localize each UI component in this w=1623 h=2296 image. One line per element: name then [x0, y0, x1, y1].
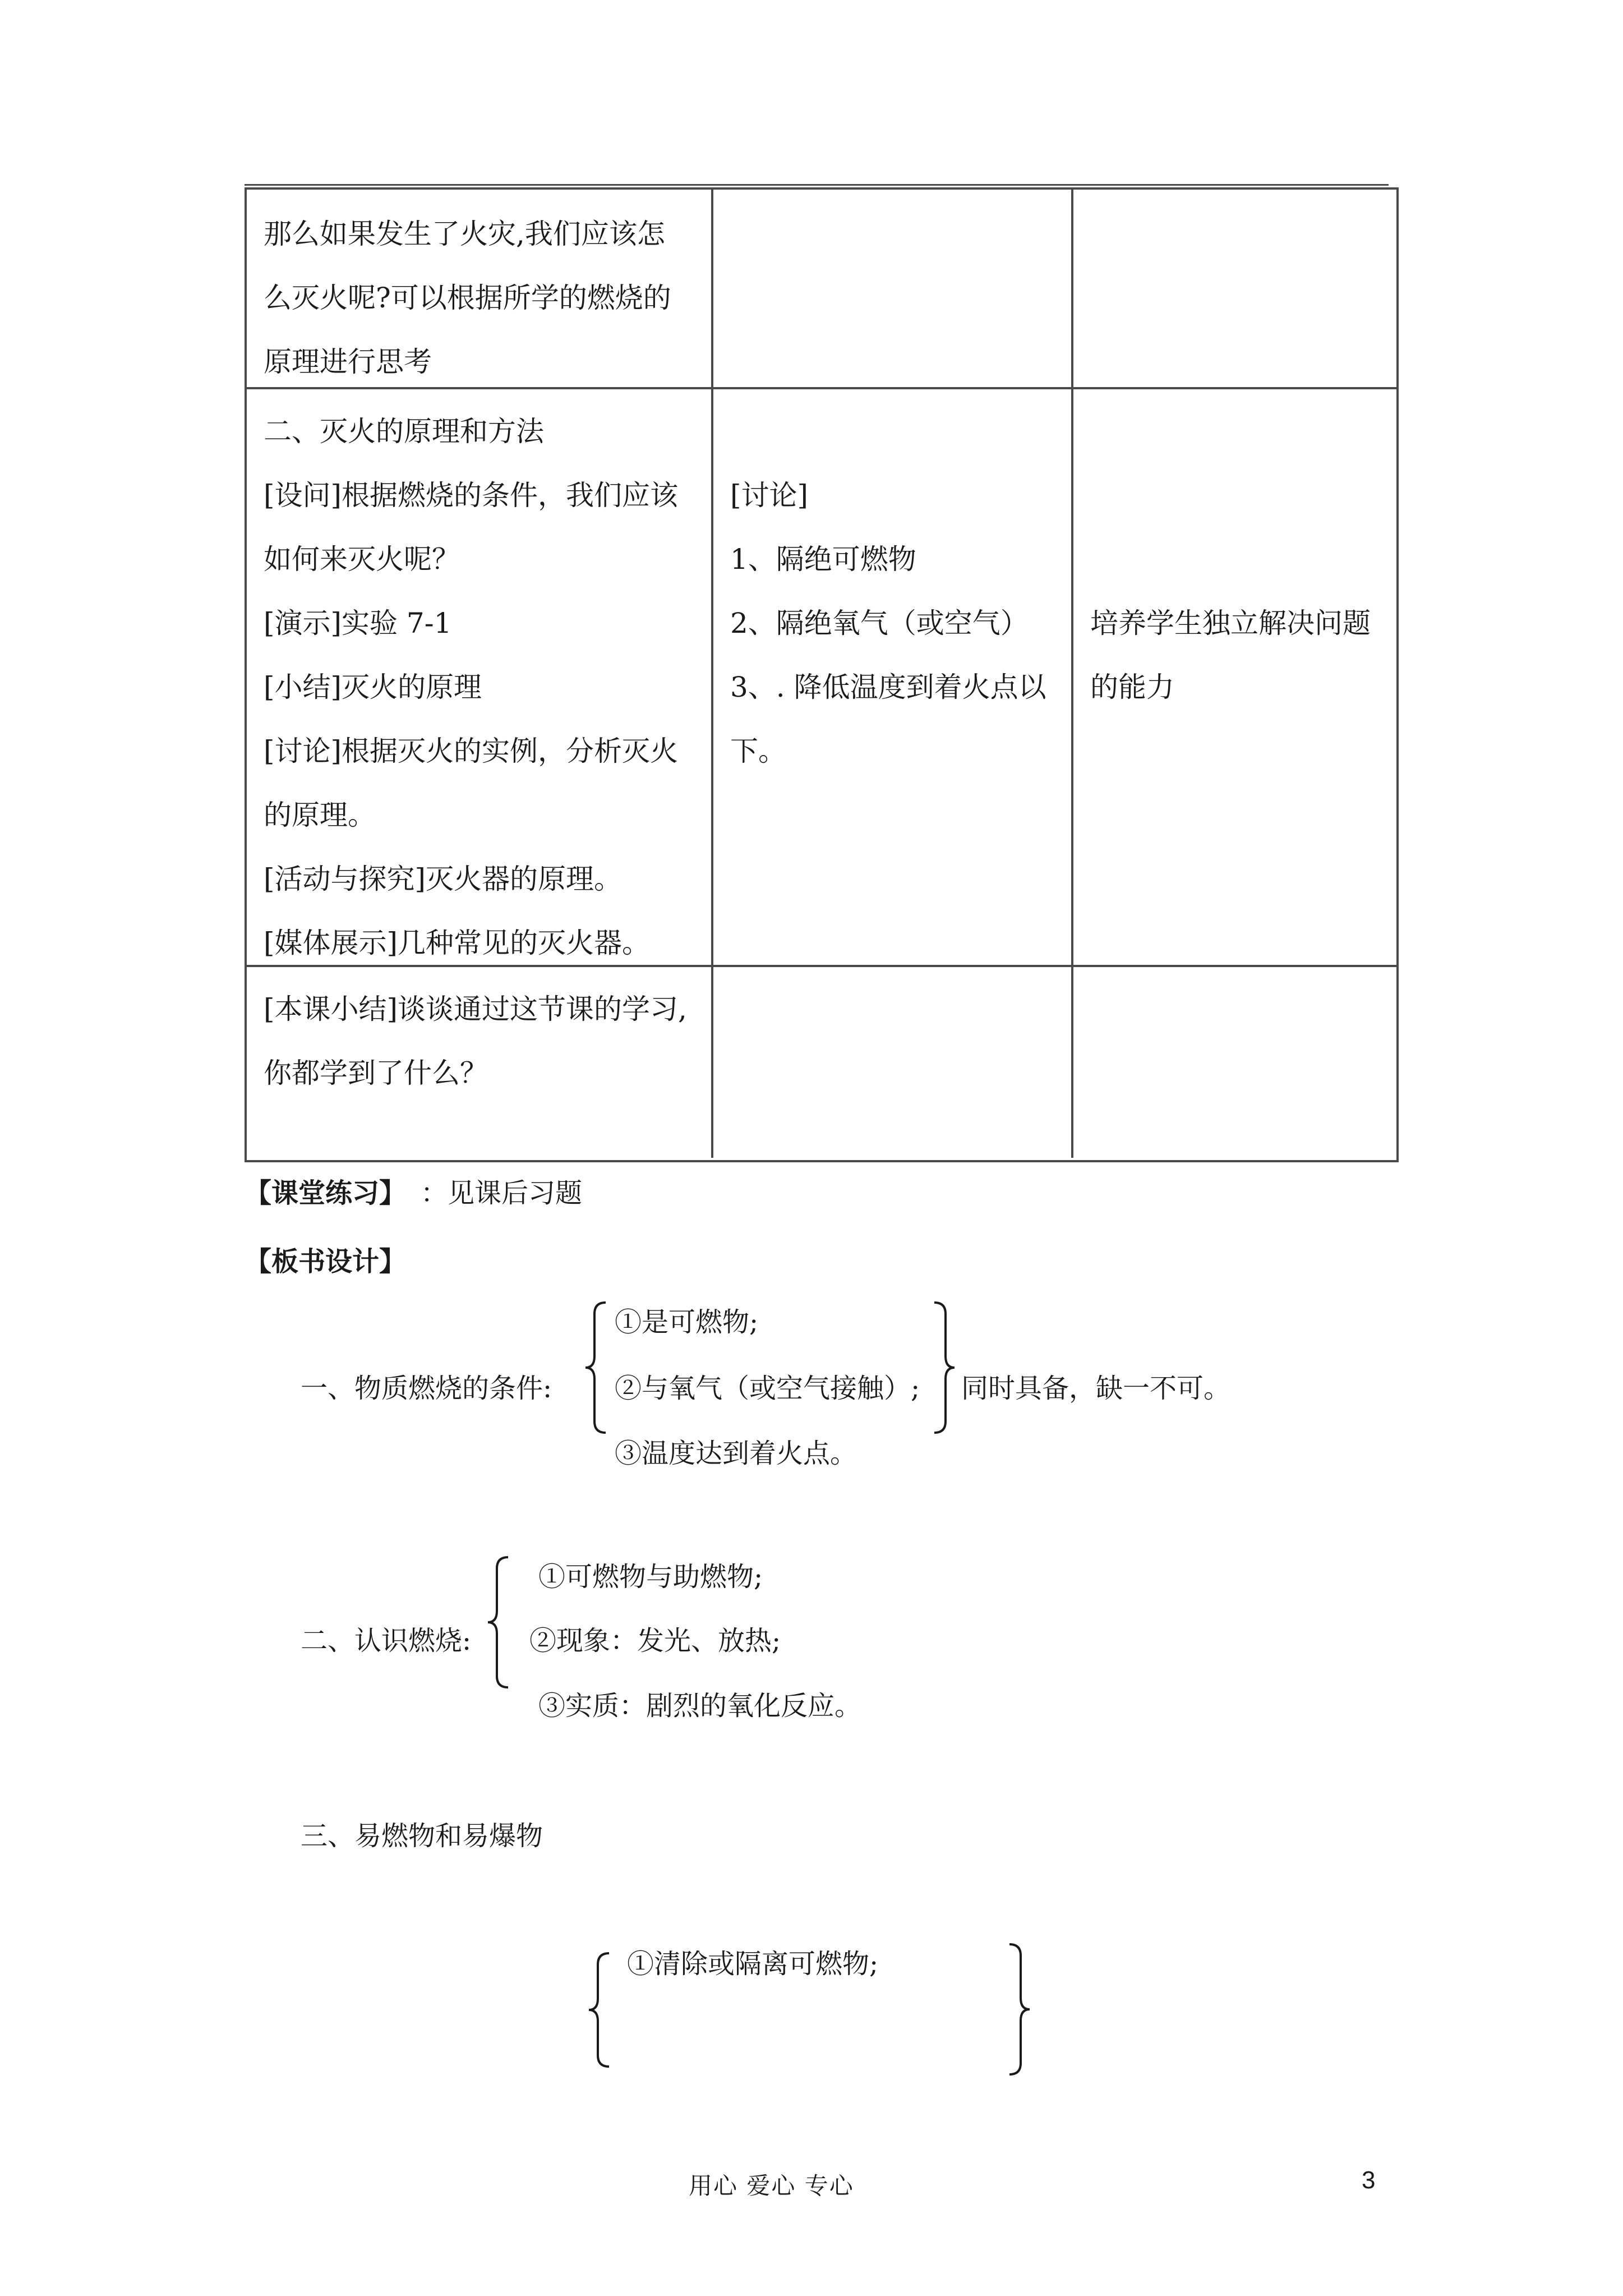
table-row — [247, 190, 1396, 389]
lesson-plan-table — [245, 187, 1399, 1162]
cell-line: 你都学到了什么？ — [264, 1057, 488, 1089]
cell-line: [活动与探究]灭火器的原理。 — [264, 863, 623, 895]
left-brace-icon — [583, 1300, 611, 1435]
section1-item: ②与氧气（或空气接触）; — [615, 1373, 920, 1404]
cell-line: [小结]灭火的原理 — [264, 671, 482, 703]
right-brace-icon — [929, 1300, 957, 1435]
page-number: 3 — [1362, 2166, 1376, 2194]
practice-heading: 【课堂练习】 — [245, 1177, 393, 1209]
cell-line: [讨论] — [730, 479, 809, 512]
teacher-activity-cell — [247, 965, 713, 1158]
section1-item: ①是可燃物; — [615, 1306, 759, 1338]
teacher-activity-cell — [247, 387, 713, 965]
teacher-activity-cell — [247, 190, 713, 387]
section2-item: ③实质：剧烈的氧化反应。 — [538, 1690, 862, 1722]
right-brace-icon — [1004, 1942, 1032, 2077]
design-intent-cell — [1073, 387, 1396, 965]
cell-text — [730, 463, 1063, 783]
practice-heading-line — [245, 1171, 582, 1210]
section1-label: 一、物质燃烧的条件: — [301, 1373, 552, 1404]
section2-label: 二、认识燃烧: — [301, 1625, 472, 1657]
cell-line: [媒体展示]几种常见的灭火器。 — [264, 927, 651, 959]
section1-item: ③温度达到着火点。 — [615, 1438, 857, 1469]
cell-line: [设问]根据燃烧的条件，我们应该 — [264, 479, 679, 512]
section1-suffix: 同时具备，缺一不可。 — [961, 1373, 1231, 1404]
cell-line: 培养学生独立解决问题 — [1090, 607, 1371, 639]
footer-motto: 用心 爱心 专心 — [689, 2172, 854, 2200]
cell-line: 那么如果发生了火灾,我们应该怎 — [264, 218, 665, 250]
section2-item: ①可燃物与助燃物; — [538, 1561, 763, 1593]
left-brace-icon — [587, 1951, 615, 2069]
cell-line: 原理进行思考 — [264, 346, 432, 378]
cell-line: [演示]实验 7-1 — [264, 607, 452, 639]
cell-line: 1、隔绝可燃物 — [730, 543, 916, 576]
section3-label: 三、易燃物和易爆物 — [301, 1820, 543, 1852]
cell-line: 2、隔绝氧气（或空气） — [730, 607, 1029, 639]
practice-content: ：见课后习题 — [421, 1177, 583, 1209]
cell-line: 的能力 — [1090, 671, 1174, 703]
design-intent-cell — [1073, 190, 1396, 387]
table-top-rule — [245, 184, 1389, 186]
table-row — [247, 965, 1396, 1158]
design-intent-cell — [1073, 965, 1396, 1158]
cell-line: 3、. 降低温度到着火点以 — [730, 671, 1046, 703]
cell-line: 的原理。 — [264, 799, 376, 831]
table-row — [247, 387, 1396, 967]
cell-line: [本课小结]谈谈通过这节课的学习, — [264, 993, 687, 1025]
board-heading: 【板书设计】 — [245, 1246, 407, 1277]
cell-line: 如何来灭火呢？ — [264, 543, 460, 576]
cell-text — [264, 977, 703, 1105]
cell-line: [讨论]根据灭火的实例，分析灭火 — [264, 735, 679, 767]
student-activity-cell — [713, 190, 1073, 387]
cell-line: 下。 — [730, 735, 786, 767]
cell-line: 二、灭火的原理和方法 — [264, 415, 544, 448]
left-brace-icon — [486, 1555, 514, 1690]
cell-line: 么灭火呢?可以根据所学的燃烧的 — [264, 282, 671, 314]
cell-text — [1090, 591, 1389, 719]
cell-text — [264, 202, 703, 394]
student-activity-cell — [713, 387, 1073, 965]
section2-item: ②现象：发光、放热; — [529, 1625, 781, 1657]
cell-text — [264, 399, 703, 975]
section4-item: ①清除或隔离可燃物; — [627, 1948, 879, 1980]
student-activity-cell — [713, 965, 1073, 1158]
